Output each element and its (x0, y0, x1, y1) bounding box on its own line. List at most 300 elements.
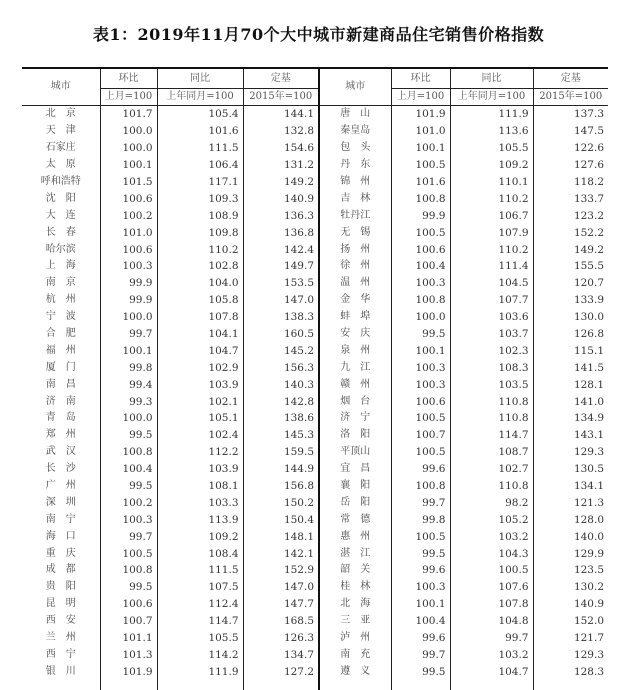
fixed-value: 120.7 (533, 275, 608, 292)
yoy-value: 111.4 (450, 258, 533, 275)
fixed-value: 126.8 (533, 326, 608, 343)
mom-value: 101.1 (100, 630, 157, 647)
fixed-value: 128.3 (533, 663, 608, 680)
yoy-value: 111.5 (157, 562, 243, 579)
yoy-value: 101.6 (157, 123, 243, 140)
fixed-value: 159.5 (243, 444, 319, 461)
mom-value: 100.1 (391, 596, 450, 613)
table-row (22, 275, 608, 292)
yoy-value: 104.7 (450, 663, 533, 680)
yoy-value: 104.5 (450, 275, 533, 292)
table-row (22, 494, 608, 511)
city-name: 海 口 (45, 530, 76, 542)
fixed-value: 150.2 (243, 494, 319, 511)
col-subheader-mom-right: 上月=100 (391, 89, 450, 106)
table-row (22, 461, 608, 478)
col-header-yoy: 同比 (157, 68, 243, 89)
fixed-value: 129.3 (533, 444, 608, 461)
mom-value: 101.3 (100, 647, 157, 664)
city-name: 济 宁 (319, 410, 391, 427)
yoy-value: 110.8 (450, 478, 533, 495)
city-name: 银 川 (45, 665, 76, 677)
city-name: 天 津 (45, 125, 76, 137)
fixed-value: 152.9 (243, 562, 319, 579)
yoy-value: 109.2 (157, 528, 243, 545)
city-name: 西 安 (45, 615, 76, 627)
table-row (22, 359, 608, 376)
table-row (22, 309, 608, 326)
city-name: 西 宁 (45, 648, 76, 660)
city-name: 济 南 (45, 395, 76, 407)
mom-value: 99.6 (391, 461, 450, 478)
city-name: 金 华 (319, 292, 391, 309)
mom-value: 100.3 (391, 376, 450, 393)
city-name: 常 德 (319, 511, 391, 528)
yoy-value: 108.4 (157, 545, 243, 562)
yoy-value: 104.8 (450, 613, 533, 630)
col-header-fixed-right: 定基 (533, 68, 608, 89)
col-header-city-right: 城市 (319, 68, 391, 106)
mom-value: 99.3 (100, 393, 157, 410)
city-name: 温 州 (319, 275, 391, 292)
table-row (22, 444, 608, 461)
city-name: 泉 州 (319, 342, 391, 359)
city-name: 蚌 埠 (319, 309, 391, 326)
fixed-value: 134.9 (533, 410, 608, 427)
fixed-value: 145.2 (243, 342, 319, 359)
city-name: 烟 台 (319, 393, 391, 410)
city-name: 郑 州 (45, 429, 76, 441)
mom-value: 100.6 (100, 241, 157, 258)
table-row (22, 292, 608, 309)
yoy-value: 110.1 (450, 174, 533, 191)
col-header-fixed: 定基 (243, 68, 319, 89)
yoy-value: 103.3 (157, 494, 243, 511)
mom-value: 100.5 (391, 224, 450, 241)
yoy-value: 103.6 (450, 309, 533, 326)
city-name: 合 肥 (45, 328, 76, 340)
mom-value: 100.0 (391, 309, 450, 326)
fixed-value: 152.2 (533, 224, 608, 241)
mom-value: 100.5 (391, 410, 450, 427)
table-row (22, 326, 608, 343)
yoy-value: 98.2 (450, 494, 533, 511)
city-name: 福 州 (45, 344, 76, 356)
fixed-value: 123.2 (533, 207, 608, 224)
city-name: 无 锡 (319, 224, 391, 241)
mom-value: 99.5 (100, 579, 157, 596)
yoy-value: 105.5 (450, 140, 533, 157)
yoy-value: 108.3 (450, 359, 533, 376)
mom-value: 99.5 (391, 326, 450, 343)
city-name: 牡丹江 (319, 207, 391, 224)
yoy-value: 110.2 (450, 190, 533, 207)
table-row (22, 528, 608, 545)
yoy-value: 110.2 (450, 241, 533, 258)
fixed-value: 121.3 (533, 494, 608, 511)
mom-value: 101.0 (391, 123, 450, 140)
fixed-value: 121.7 (533, 630, 608, 647)
city-name: 太 原 (45, 159, 76, 171)
fixed-value: 140.9 (533, 596, 608, 613)
fixed-value: 128.0 (533, 511, 608, 528)
col-subheader-yoy-right: 上年同月=100 (450, 89, 533, 106)
mom-value: 100.5 (100, 545, 157, 562)
yoy-value: 109.2 (450, 157, 533, 174)
fixed-value: 154.6 (243, 140, 319, 157)
table-row (22, 207, 608, 224)
city-name: 沈 阳 (45, 192, 76, 204)
fixed-value: 145.3 (243, 427, 319, 444)
yoy-value: 104.7 (157, 342, 243, 359)
city-name: 安 庆 (319, 326, 391, 343)
yoy-value: 104.1 (157, 326, 243, 343)
fixed-value: 140.9 (243, 190, 319, 207)
table-row (22, 511, 608, 528)
fixed-value: 147.5 (533, 123, 608, 140)
mom-value: 99.5 (391, 663, 450, 680)
mom-value: 99.7 (100, 326, 157, 343)
fixed-value: 130.5 (533, 461, 608, 478)
mom-value: 100.8 (391, 190, 450, 207)
mom-value: 100.4 (100, 461, 157, 478)
city-name: 呼和浩特 (40, 176, 81, 187)
fixed-value: 133.7 (533, 190, 608, 207)
mom-value: 99.7 (391, 494, 450, 511)
fixed-value: 123.5 (533, 562, 608, 579)
city-name: 大 连 (45, 209, 76, 221)
yoy-value: 113.9 (157, 511, 243, 528)
city-name: 北 京 (45, 108, 76, 120)
fixed-value: 134.7 (243, 647, 319, 664)
mom-value: 99.4 (100, 376, 157, 393)
fixed-value: 150.4 (243, 511, 319, 528)
yoy-value: 102.8 (157, 258, 243, 275)
yoy-value: 105.8 (157, 292, 243, 309)
yoy-value: 109.8 (157, 224, 243, 241)
yoy-value: 112.4 (157, 596, 243, 613)
city-name: 包 头 (319, 140, 391, 157)
table-row (22, 224, 608, 241)
fixed-value: 149.2 (533, 241, 608, 258)
yoy-value: 110.8 (450, 410, 533, 427)
yoy-value: 117.1 (157, 174, 243, 191)
col-subheader-yoy: 上年同月=100 (157, 89, 243, 106)
yoy-value: 103.9 (157, 376, 243, 393)
fixed-value: 137.3 (533, 106, 608, 123)
fixed-value: 155.5 (533, 258, 608, 275)
mom-value: 100.0 (100, 410, 157, 427)
city-name: 九 江 (319, 359, 391, 376)
yoy-value: 108.7 (450, 444, 533, 461)
fixed-value: 126.3 (243, 630, 319, 647)
yoy-value: 107.5 (157, 579, 243, 596)
city-name: 长 春 (45, 226, 76, 238)
mom-value: 99.5 (100, 478, 157, 495)
city-name: 石家庄 (45, 142, 76, 154)
yoy-value: 109.3 (157, 190, 243, 207)
city-name: 襄 阳 (319, 478, 391, 495)
table-row (22, 140, 608, 157)
city-name: 南 京 (45, 277, 76, 289)
yoy-value: 110.2 (157, 241, 243, 258)
city-name: 湛 江 (319, 545, 391, 562)
yoy-value: 113.6 (450, 123, 533, 140)
yoy-value: 110.8 (450, 393, 533, 410)
mom-value: 101.6 (391, 174, 450, 191)
city-name: 徐 州 (319, 258, 391, 275)
fixed-value: 147.0 (243, 292, 319, 309)
mom-value: 99.9 (100, 275, 157, 292)
yoy-value: 111.9 (157, 663, 243, 680)
table-row (22, 376, 608, 393)
mom-value: 100.8 (391, 478, 450, 495)
fixed-value: 152.0 (533, 613, 608, 630)
yoy-value: 103.7 (450, 326, 533, 343)
price-index-table (22, 67, 608, 690)
table-row (22, 427, 608, 444)
fixed-value: 134.1 (533, 478, 608, 495)
fixed-value: 133.9 (533, 292, 608, 309)
table-row (22, 596, 608, 613)
mom-value: 100.3 (100, 511, 157, 528)
mom-value: 99.6 (391, 562, 450, 579)
fixed-value: 136.3 (243, 207, 319, 224)
city-name: 韶 关 (319, 562, 391, 579)
yoy-value: 102.3 (450, 342, 533, 359)
city-name: 宁 波 (45, 311, 76, 323)
fixed-value: 147.7 (243, 596, 319, 613)
table-row (22, 579, 608, 596)
fixed-value: 132.8 (243, 123, 319, 140)
fixed-value: 148.1 (243, 528, 319, 545)
city-name: 岳 阳 (319, 494, 391, 511)
col-header-city: 城市 (22, 68, 100, 106)
mom-value: 100.8 (391, 292, 450, 309)
yoy-value: 111.5 (157, 140, 243, 157)
city-name: 杭 州 (45, 294, 76, 306)
mom-value: 100.0 (100, 309, 157, 326)
fixed-value: 130.2 (533, 579, 608, 596)
mom-value: 99.9 (100, 292, 157, 309)
city-name: 三 亚 (319, 613, 391, 630)
fixed-value: 149.7 (243, 258, 319, 275)
yoy-value: 111.9 (450, 106, 533, 123)
city-name: 成 都 (45, 564, 76, 576)
fixed-value: 140.0 (533, 528, 608, 545)
mom-value: 100.8 (100, 562, 157, 579)
mom-value: 99.8 (100, 359, 157, 376)
yoy-value: 105.2 (450, 511, 533, 528)
yoy-value: 107.6 (450, 579, 533, 596)
table-row (22, 545, 608, 562)
city-name: 南 宁 (45, 513, 76, 525)
yoy-value: 104.3 (450, 545, 533, 562)
city-name: 洛 阳 (319, 427, 391, 444)
yoy-value: 103.2 (450, 647, 533, 664)
mom-value: 99.6 (391, 630, 450, 647)
yoy-value: 112.2 (157, 444, 243, 461)
mom-value: 100.6 (391, 241, 450, 258)
mom-value: 100.6 (391, 393, 450, 410)
yoy-value: 104.0 (157, 275, 243, 292)
mom-value: 100.5 (391, 528, 450, 545)
col-header-yoy-right: 同比 (450, 68, 533, 89)
col-subheader-fixed-right: 2015年=100 (533, 89, 608, 106)
city-name: 唐 山 (319, 106, 391, 123)
fixed-value: 141.0 (533, 393, 608, 410)
yoy-value: 100.5 (450, 562, 533, 579)
table-row (22, 123, 608, 140)
fixed-value: 141.5 (533, 359, 608, 376)
city-name: 武 汉 (45, 446, 76, 458)
fixed-value: 138.3 (243, 309, 319, 326)
yoy-value: 114.2 (157, 647, 243, 664)
yoy-value: 105.4 (157, 106, 243, 123)
mom-value: 100.5 (391, 157, 450, 174)
mom-value: 100.7 (100, 613, 157, 630)
col-header-mom: 环比 (100, 68, 157, 89)
mom-value: 100.6 (100, 596, 157, 613)
col-header-mom-right: 环比 (391, 68, 450, 89)
yoy-value: 114.7 (157, 613, 243, 630)
table-row (22, 157, 608, 174)
table-row (22, 663, 608, 680)
yoy-value: 102.7 (450, 461, 533, 478)
yoy-value: 108.1 (157, 478, 243, 495)
city-name: 宜 昌 (319, 461, 391, 478)
mom-value: 100.1 (100, 157, 157, 174)
table-row (22, 630, 608, 647)
mom-value: 100.1 (100, 342, 157, 359)
yoy-value: 106.7 (450, 207, 533, 224)
mom-value: 99.8 (391, 511, 450, 528)
table-row (22, 106, 608, 123)
mom-value: 101.5 (100, 174, 157, 191)
table-row (22, 258, 608, 275)
table-row (22, 190, 608, 207)
city-name: 北 海 (319, 596, 391, 613)
fixed-value: 118.2 (533, 174, 608, 191)
fixed-value: 144.1 (243, 106, 319, 123)
yoy-value: 103.5 (450, 376, 533, 393)
mom-value: 99.7 (100, 528, 157, 545)
city-name: 丹 东 (319, 157, 391, 174)
mom-value: 100.3 (391, 275, 450, 292)
city-name: 深 圳 (45, 496, 76, 508)
city-name: 吉 林 (319, 190, 391, 207)
fixed-value: 130.0 (533, 309, 608, 326)
mom-value: 100.8 (100, 444, 157, 461)
yoy-value: 102.4 (157, 427, 243, 444)
table-row (22, 410, 608, 427)
fixed-value: 129.9 (533, 545, 608, 562)
mom-value: 101.9 (100, 663, 157, 680)
city-name: 南 充 (319, 647, 391, 664)
city-name: 广 州 (45, 480, 76, 492)
fixed-value: 131.2 (243, 157, 319, 174)
fixed-value: 168.5 (243, 613, 319, 630)
fixed-value: 122.6 (533, 140, 608, 157)
mom-value: 100.2 (100, 207, 157, 224)
yoy-value: 99.7 (450, 630, 533, 647)
fixed-value: 153.5 (243, 275, 319, 292)
fixed-value: 140.3 (243, 376, 319, 393)
city-name: 贵 阳 (45, 581, 76, 593)
fixed-value: 160.5 (243, 326, 319, 343)
mom-value: 100.5 (391, 444, 450, 461)
fixed-value: 149.2 (243, 174, 319, 191)
yoy-value: 107.8 (450, 596, 533, 613)
city-name: 秦皇岛 (319, 123, 391, 140)
city-name: 厦 门 (45, 361, 76, 373)
mom-value: 100.3 (100, 258, 157, 275)
city-name: 长 沙 (45, 463, 76, 475)
yoy-value: 114.7 (450, 427, 533, 444)
yoy-value: 105.5 (157, 630, 243, 647)
yoy-value: 108.9 (157, 207, 243, 224)
city-name: 上 海 (45, 260, 76, 272)
city-name: 桂 林 (319, 579, 391, 596)
table-row (22, 393, 608, 410)
mom-value: 100.4 (391, 613, 450, 630)
mom-value: 100.2 (100, 494, 157, 511)
mom-value: 101.0 (100, 224, 157, 241)
yoy-value: 103.2 (450, 528, 533, 545)
mom-value: 100.3 (391, 579, 450, 596)
city-name: 南 昌 (45, 378, 76, 390)
city-name: 青 岛 (45, 412, 76, 424)
col-subheader-fixed: 2015年=100 (243, 89, 319, 106)
page-title: 表1：2019年11月70个大中城市新建商品住宅销售价格指数 (92, 25, 545, 44)
fixed-value: 143.1 (533, 427, 608, 444)
col-subheader-mom: 上月=100 (100, 89, 157, 106)
table-row (22, 613, 608, 630)
mom-value: 99.5 (391, 545, 450, 562)
yoy-value: 105.1 (157, 410, 243, 427)
fixed-value: 115.1 (533, 342, 608, 359)
mom-value: 99.5 (100, 427, 157, 444)
yoy-value: 103.9 (157, 461, 243, 478)
fixed-value: 156.8 (243, 478, 319, 495)
city-name: 遵 义 (319, 663, 391, 680)
mom-value: 100.6 (100, 190, 157, 207)
fixed-value: 127.6 (533, 157, 608, 174)
mom-value: 100.0 (100, 140, 157, 157)
table-row (22, 241, 608, 258)
mom-value: 100.1 (391, 342, 450, 359)
city-name: 平顶山 (319, 444, 391, 461)
city-name: 扬 州 (319, 241, 391, 258)
fixed-value: 128.1 (533, 376, 608, 393)
fixed-value: 147.0 (243, 579, 319, 596)
mom-value: 101.9 (391, 106, 450, 123)
fixed-value: 142.8 (243, 393, 319, 410)
fixed-value: 142.4 (243, 241, 319, 258)
fixed-value: 144.9 (243, 461, 319, 478)
yoy-value: 102.1 (157, 393, 243, 410)
fixed-value: 142.1 (243, 545, 319, 562)
city-name: 惠 州 (319, 528, 391, 545)
city-name: 锦 州 (319, 174, 391, 191)
yoy-value: 106.4 (157, 157, 243, 174)
mom-value: 100.1 (391, 140, 450, 157)
fixed-value: 129.3 (533, 647, 608, 664)
city-name: 兰 州 (45, 632, 76, 644)
mom-value: 100.7 (391, 427, 450, 444)
city-name: 哈尔滨 (45, 243, 76, 255)
table-row (22, 647, 608, 664)
